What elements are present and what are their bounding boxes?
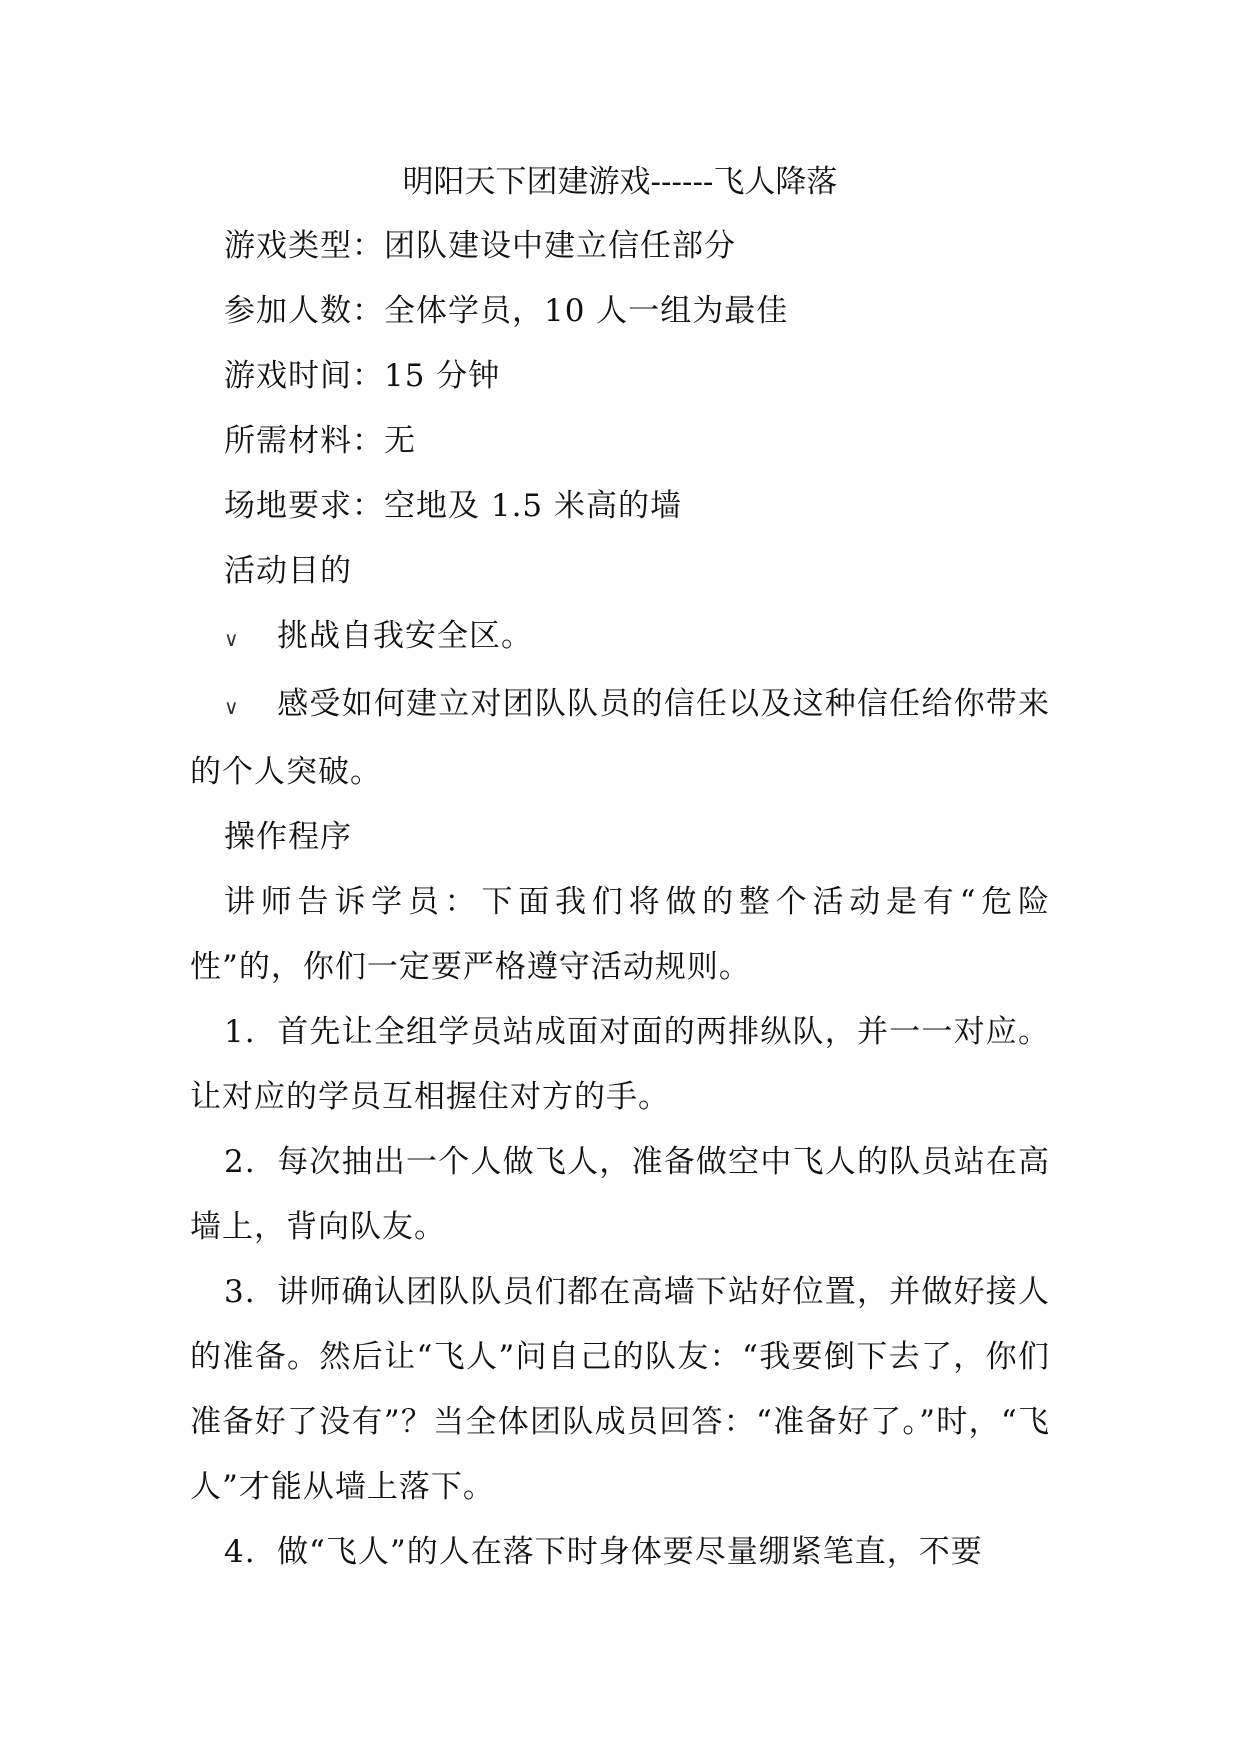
venue-requirements: 场地要求：空地及 1.5 米高的墙	[224, 488, 683, 524]
participant-count: 参加人数：全体学员，10 人一组为最佳	[224, 293, 789, 329]
game-duration: 游戏时间：15 分钟	[224, 358, 501, 394]
purpose-heading: 活动目的	[224, 553, 352, 589]
purpose-item	[190, 672, 1050, 805]
procedure-intro: 讲师告诉学员：下面我们将做的整个活动是有“危险性”的，你们一定要严格遵守活动规则。	[190, 884, 1050, 985]
purpose-item	[190, 604, 1050, 672]
step-text: 首先让全组学员站成面对面的两排纵队，并一一对应。让对应的学员互相握住对方的手。	[190, 1014, 1050, 1115]
procedure-step	[190, 1000, 1050, 1130]
document-title: 明阳天下团建游戏------飞人降落	[402, 164, 838, 200]
step-number: 4.	[224, 1534, 256, 1570]
document-page	[190, 150, 1050, 1585]
step-text: 每次抽出一个人做飞人，准备做空中飞人的队员站在高墙上，背向队友。	[190, 1144, 1050, 1245]
procedure-step	[190, 1130, 1050, 1260]
check-bullet-icon: ∨	[224, 627, 240, 651]
step-number: 3.	[224, 1274, 256, 1310]
purpose-item-text: 感受如何建立对团队队员的信任以及这种信任给你带来的个人突破。	[190, 686, 1050, 790]
step-text: 讲师确认团队队员们都在高墙下站好位置，并做好接人的准备。然后让“飞人”问自己的队友：“我要倒下去了，你们准备好了没有”？当全体团队成员回答：“准备好了。”时，“飞人”才能从墙上落下。	[190, 1274, 1050, 1505]
procedure-step	[190, 1260, 1050, 1520]
step-number: 1.	[224, 1014, 256, 1050]
procedure-heading: 操作程序	[224, 819, 352, 855]
game-type: 游戏类型：团队建设中建立信任部分	[224, 228, 736, 264]
required-materials: 所需材料：无	[224, 423, 416, 459]
check-bullet-icon: ∨	[224, 695, 240, 719]
procedure-step	[190, 1520, 1050, 1585]
step-number: 2.	[224, 1144, 256, 1180]
step-text: 做“飞人”的人在落下时身体要尽量绷紧笔直，不要	[277, 1534, 983, 1570]
purpose-item-text: 挑战自我安全区。	[277, 618, 533, 654]
